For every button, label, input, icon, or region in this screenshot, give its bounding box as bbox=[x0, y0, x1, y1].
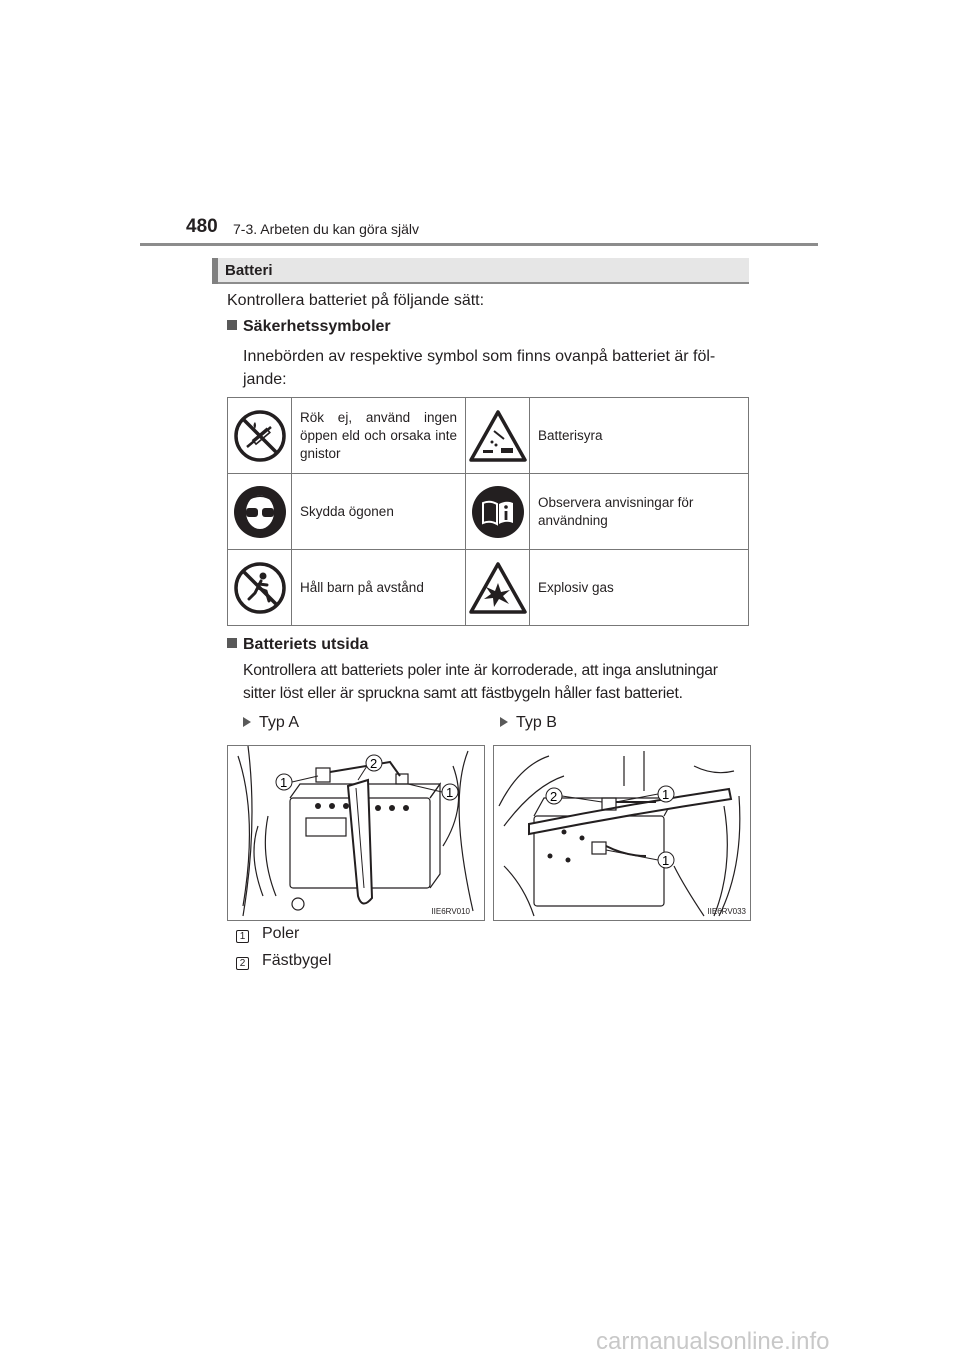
section-path: 7-3. Arbeten du kan göra själv bbox=[233, 221, 420, 237]
table-row bbox=[228, 474, 749, 550]
legend-number: 2 bbox=[236, 957, 249, 970]
watermark: carmanualsonline.info bbox=[596, 1328, 830, 1355]
figure-type-a bbox=[227, 745, 485, 921]
symbol-text-cell: Batterisyra bbox=[530, 398, 749, 474]
figure-type-b bbox=[493, 745, 751, 921]
legend-item bbox=[236, 953, 249, 971]
eye-protection-icon bbox=[233, 485, 287, 539]
read-instructions-icon bbox=[471, 485, 525, 539]
battery-illustration-type-b bbox=[494, 746, 750, 920]
symbol-cell bbox=[228, 474, 292, 550]
symbol-cell bbox=[466, 398, 530, 474]
legend-text: Poler bbox=[262, 925, 300, 942]
table-row bbox=[228, 398, 749, 474]
exterior-heading: Batteriets utsida bbox=[227, 636, 368, 654]
symbol-cell bbox=[466, 474, 530, 550]
callout-1: 1 bbox=[662, 853, 670, 868]
symbol-cell bbox=[228, 398, 292, 474]
callout-1: 1 bbox=[446, 785, 454, 800]
section-intro: Kontrollera batteriet på följande sätt: bbox=[227, 292, 485, 309]
safety-heading: Säkerhetssymboler bbox=[227, 318, 391, 336]
symbol-text-cell: Observera anvisningar för användning bbox=[530, 474, 749, 550]
table-row bbox=[228, 550, 749, 626]
safety-description: Innebörden av respektive symbol som finns ovanpå batteriet är föl- jande: bbox=[243, 348, 716, 388]
page-number: 480 bbox=[186, 216, 218, 237]
bullet-square-icon bbox=[227, 320, 237, 330]
symbol-text-cell: Rök ej, använd ingen öppen eld och orsaka inte gnistor bbox=[292, 398, 466, 474]
symbol-text-cell: Skydda ögonen bbox=[292, 474, 466, 550]
figure-code-type-b: IIE6RV033 bbox=[707, 907, 746, 916]
callout-2: 2 bbox=[370, 756, 378, 771]
battery-acid-icon bbox=[468, 409, 528, 463]
safety-symbol-table bbox=[227, 397, 749, 626]
header-divider bbox=[140, 243, 818, 246]
legend-number: 1 bbox=[236, 930, 249, 943]
battery-illustration-type-a bbox=[228, 746, 484, 920]
callout-1: 1 bbox=[280, 775, 288, 790]
triangle-bullet-icon bbox=[500, 717, 508, 727]
exterior-description: Kontrollera att batteriets poler inte är korroderade, att inga anslutningar sitter löst eller är spruckna samt att fästbygeln håller fast batteriet. bbox=[243, 662, 718, 702]
callout-2: 2 bbox=[550, 789, 558, 804]
symbol-text-cell: Explosiv gas bbox=[530, 550, 749, 626]
no-smoking-icon bbox=[233, 409, 287, 463]
legend-text: Fästbygel bbox=[262, 952, 332, 969]
bullet-square-icon bbox=[227, 638, 237, 648]
section-heading-bar bbox=[212, 258, 749, 284]
symbol-cell bbox=[466, 550, 530, 626]
legend-item bbox=[236, 926, 249, 944]
symbol-cell bbox=[228, 550, 292, 626]
explosive-gas-icon bbox=[468, 561, 528, 615]
figure-label-type-a: Typ A bbox=[243, 714, 299, 732]
figure-code-type-a: IIE6RV010 bbox=[431, 907, 470, 916]
section-heading-accent bbox=[212, 258, 218, 284]
callout-1: 1 bbox=[662, 787, 670, 802]
keep-children-away-icon bbox=[233, 561, 287, 615]
triangle-bullet-icon bbox=[243, 717, 251, 727]
symbol-text-cell: Håll barn på avstånd bbox=[292, 550, 466, 626]
figure-label-type-b: Typ B bbox=[500, 714, 557, 732]
section-title: Batteri bbox=[225, 262, 273, 279]
